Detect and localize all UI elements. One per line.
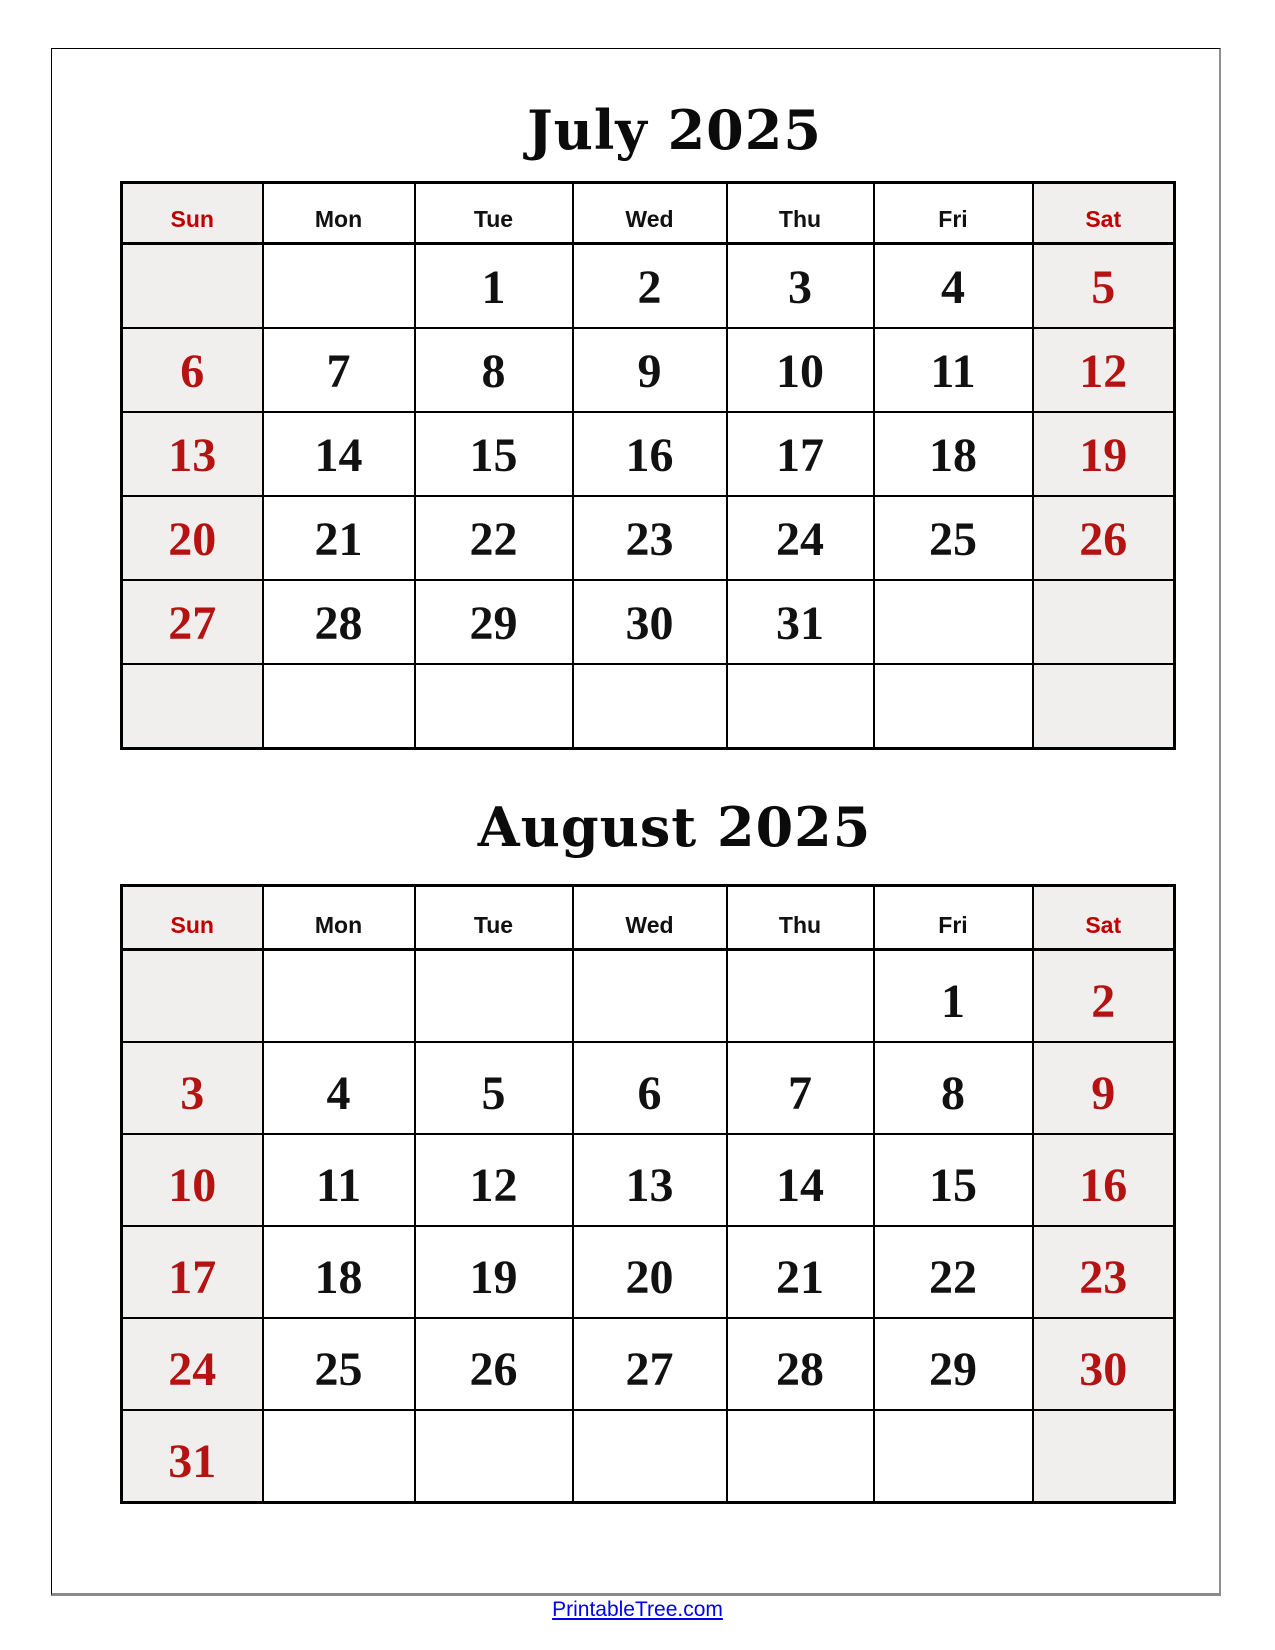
date-cell: 9 [1033, 1042, 1175, 1134]
date-cell: 23 [573, 496, 727, 580]
date-cell: 10 [122, 1134, 263, 1226]
weekday-header-row [122, 886, 1175, 950]
empty-cell [874, 580, 1033, 664]
date-cell: 26 [1033, 496, 1175, 580]
date-cell: 27 [573, 1318, 727, 1410]
date-cell: 28 [263, 580, 415, 664]
weekday-header-fri: Fri [874, 886, 1033, 950]
date-cell: 20 [573, 1226, 727, 1318]
weekday-header-tue: Tue [415, 886, 573, 950]
weekday-header-thu: Thu [727, 886, 874, 950]
month-section-august [52, 795, 1219, 1504]
date-cell: 21 [727, 1226, 874, 1318]
empty-cell [573, 1410, 727, 1503]
empty-cell [573, 664, 727, 749]
empty-cell [727, 950, 874, 1043]
weekday-header-sat: Sat [1033, 183, 1175, 244]
month-title-july: July 2025 [527, 98, 822, 162]
week-row [122, 496, 1175, 580]
date-cell: 24 [122, 1318, 263, 1410]
date-cell: 20 [122, 496, 263, 580]
date-cell: 29 [874, 1318, 1033, 1410]
empty-cell [415, 950, 573, 1043]
date-cell: 1 [874, 950, 1033, 1043]
date-cell: 4 [263, 1042, 415, 1134]
week-row [122, 1042, 1175, 1134]
date-cell: 17 [122, 1226, 263, 1318]
weekday-header-thu: Thu [727, 183, 874, 244]
week-row [122, 664, 1175, 749]
date-cell: 13 [122, 412, 263, 496]
date-cell: 10 [727, 328, 874, 412]
date-cell: 29 [415, 580, 573, 664]
date-cell: 24 [727, 496, 874, 580]
date-cell: 4 [874, 244, 1033, 329]
week-row [122, 244, 1175, 329]
date-cell: 19 [415, 1226, 573, 1318]
date-cell: 30 [1033, 1318, 1175, 1410]
date-cell: 6 [573, 1042, 727, 1134]
empty-cell [263, 664, 415, 749]
date-cell: 13 [573, 1134, 727, 1226]
date-cell: 31 [727, 580, 874, 664]
empty-cell [122, 950, 263, 1043]
calendar-table-july [120, 181, 1176, 750]
empty-cell [263, 244, 415, 329]
date-cell: 27 [122, 580, 263, 664]
week-row [122, 1410, 1175, 1503]
date-cell: 2 [1033, 950, 1175, 1043]
date-cell: 25 [874, 496, 1033, 580]
date-cell: 14 [727, 1134, 874, 1226]
empty-cell [263, 950, 415, 1043]
date-cell: 11 [874, 328, 1033, 412]
empty-cell [727, 1410, 874, 1503]
weekday-header-mon: Mon [263, 886, 415, 950]
weekday-header-fri: Fri [874, 183, 1033, 244]
weekday-header-mon: Mon [263, 183, 415, 244]
date-cell: 14 [263, 412, 415, 496]
date-cell: 12 [415, 1134, 573, 1226]
empty-cell [1033, 580, 1175, 664]
date-cell: 7 [263, 328, 415, 412]
date-cell: 8 [415, 328, 573, 412]
date-cell: 16 [573, 412, 727, 496]
empty-cell [727, 664, 874, 749]
weekday-header-sat: Sat [1033, 886, 1175, 950]
date-cell: 5 [415, 1042, 573, 1134]
week-row [122, 580, 1175, 664]
date-cell: 15 [415, 412, 573, 496]
week-row [122, 328, 1175, 412]
date-cell: 7 [727, 1042, 874, 1134]
date-cell: 18 [263, 1226, 415, 1318]
date-cell: 15 [874, 1134, 1033, 1226]
week-row [122, 1318, 1175, 1410]
weekday-header-wed: Wed [573, 183, 727, 244]
date-cell: 17 [727, 412, 874, 496]
date-cell: 23 [1033, 1226, 1175, 1318]
date-cell: 6 [122, 328, 263, 412]
date-cell: 22 [415, 496, 573, 580]
date-cell: 9 [573, 328, 727, 412]
empty-cell [874, 664, 1033, 749]
page-frame [51, 48, 1221, 1596]
date-cell: 25 [263, 1318, 415, 1410]
date-cell: 19 [1033, 412, 1175, 496]
empty-cell [573, 950, 727, 1043]
date-cell: 12 [1033, 328, 1175, 412]
weekday-header-tue: Tue [415, 183, 573, 244]
date-cell: 3 [122, 1042, 263, 1134]
date-cell: 18 [874, 412, 1033, 496]
empty-cell [874, 1410, 1033, 1503]
weekday-header-wed: Wed [573, 886, 727, 950]
date-cell: 11 [263, 1134, 415, 1226]
date-cell: 8 [874, 1042, 1033, 1134]
month-title-august: August 2025 [477, 795, 872, 859]
month-section-july [52, 98, 1219, 750]
date-cell: 1 [415, 244, 573, 329]
weekday-header-sun: Sun [122, 886, 263, 950]
week-row [122, 950, 1175, 1043]
date-cell: 26 [415, 1318, 573, 1410]
date-cell: 16 [1033, 1134, 1175, 1226]
empty-cell [415, 664, 573, 749]
week-row [122, 1226, 1175, 1318]
date-cell: 28 [727, 1318, 874, 1410]
date-cell: 2 [573, 244, 727, 329]
empty-cell [263, 1410, 415, 1503]
date-cell: 5 [1033, 244, 1175, 329]
date-cell: 22 [874, 1226, 1033, 1318]
empty-cell [1033, 1410, 1175, 1503]
footer [0, 1598, 1275, 1622]
date-cell: 31 [122, 1410, 263, 1503]
week-row [122, 412, 1175, 496]
empty-cell [122, 664, 263, 749]
date-cell: 3 [727, 244, 874, 329]
empty-cell [415, 1410, 573, 1503]
week-row [122, 1134, 1175, 1226]
weekday-header-row [122, 183, 1175, 244]
empty-cell [1033, 664, 1175, 749]
date-cell: 21 [263, 496, 415, 580]
footer-link[interactable]: PrintableTree.com [552, 1598, 723, 1621]
calendar-table-august [120, 884, 1176, 1504]
date-cell: 30 [573, 580, 727, 664]
empty-cell [122, 244, 263, 329]
weekday-header-sun: Sun [122, 183, 263, 244]
